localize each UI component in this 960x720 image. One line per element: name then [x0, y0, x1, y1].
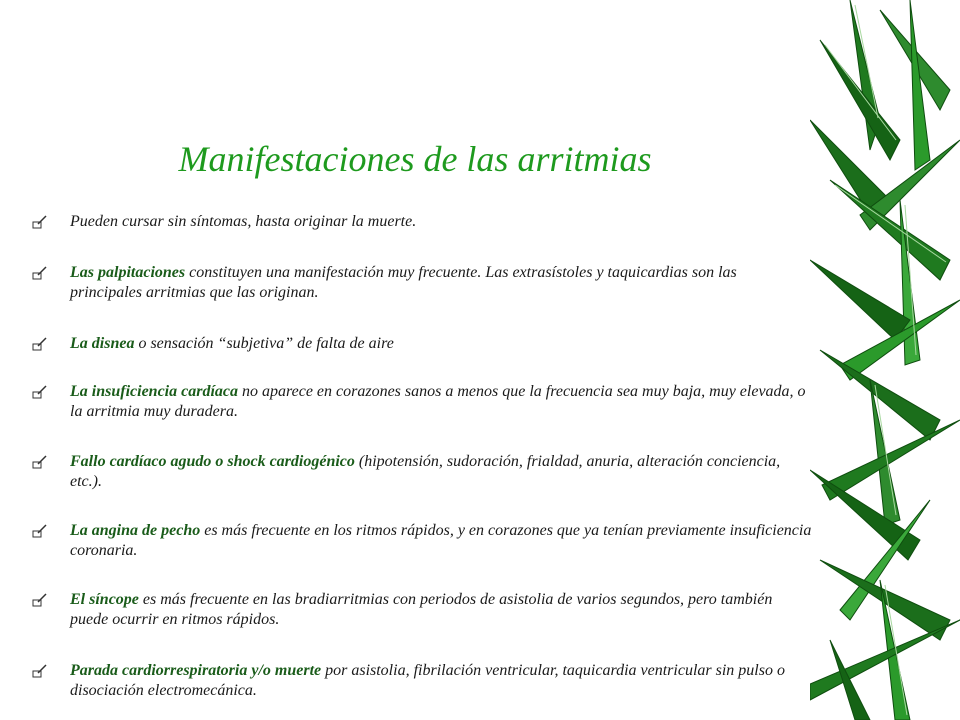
bullet-lead: Fallo cardíaco agudo o shock cardiogénico: [70, 453, 355, 470]
checkbox-pen-icon: [32, 336, 48, 352]
bullet-lead: El síncope: [70, 591, 139, 608]
checkbox-pen-icon: [32, 663, 48, 679]
bullet-text: no aparece en corazones sanos a menos que la frecuencia sea muy baja, muy elevada, o la arritmia muy duradera.: [70, 383, 806, 420]
bullet-text: (hipotensión, sudoración, frialdad, anuria, alteración conciencia, etc.).: [70, 453, 781, 490]
slide-title: Manifestaciones de las arritmias: [178, 139, 652, 179]
bullet-lead: Las palpitaciones: [70, 264, 186, 281]
bullet-lead: La insuficiencia cardíaca: [70, 383, 238, 400]
bullet-lead: Parada cardiorrespiratoria y/o muerte: [70, 662, 322, 679]
bullet-text: es más frecuente en los ritmos rápidos, y en corazones que ya tenían previamente insuficiencia coronaria.: [70, 522, 812, 559]
checkbox-pen-icon: [32, 384, 48, 400]
bullet-lead: La angina de pecho: [70, 522, 201, 539]
bullet-text: constituyen una manifestación muy frecuente. Las extrasístoles y taquicardias son las principales arritmias que las originan.: [70, 264, 737, 301]
checkbox-pen-icon: [32, 265, 48, 281]
bamboo-leaves-decoration: [810, 0, 960, 720]
checkbox-pen-icon: [32, 454, 48, 470]
bullet-text: por asistolia, fibrilación ventricular, taquicardia ventricular sin pulso o disociación electromecánica.: [70, 662, 785, 699]
bullet-text: Pueden cursar sin síntomas, hasta originar la muerte.: [70, 213, 417, 230]
bullet-text: es más frecuente en las bradiarritmias con periodos de asistolia de varios segundos, pero también puede ocurrir en ritmos rápidos.: [70, 591, 773, 628]
bullet-text: o sensación “subjetiva” de falta de aire: [134, 335, 394, 352]
checkbox-pen-icon: [32, 592, 48, 608]
checkbox-pen-icon: [32, 523, 48, 539]
checkbox-pen-icon: [32, 214, 48, 230]
bullet-lead: La disnea: [70, 335, 135, 352]
